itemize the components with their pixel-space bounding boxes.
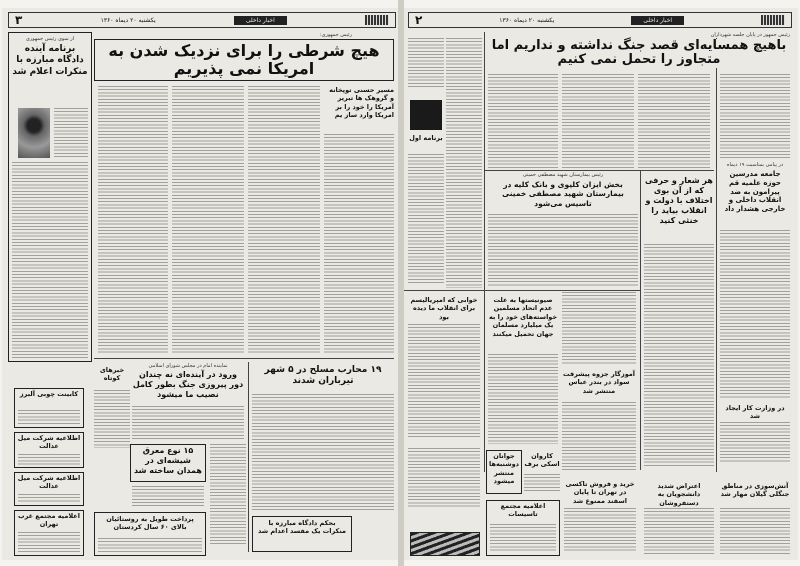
right-page — [404, 8, 798, 560]
page-number: ۲ — [415, 13, 423, 27]
article-text — [562, 402, 636, 470]
ad-text — [524, 474, 560, 492]
ad-image — [410, 532, 480, 556]
story-headline: آموزگار جزوه پیشرفت سواد در بندر عباس منتشر شد — [562, 370, 636, 395]
article-text — [54, 108, 88, 158]
newspaper-logo — [761, 15, 785, 25]
article-text — [446, 38, 482, 288]
newspaper-logo — [365, 15, 389, 25]
divider — [248, 362, 249, 552]
issue-date: یکشنبه ۲۰ دیماه ۱۳۶۰ — [499, 16, 555, 24]
article-text — [408, 154, 444, 284]
portrait-photo — [18, 108, 50, 158]
article-text — [720, 422, 790, 462]
article-text — [132, 406, 244, 440]
article-text — [408, 448, 480, 508]
article-text — [638, 74, 710, 168]
divider — [716, 32, 717, 472]
box-title: کاروان اسکی برف — [524, 452, 560, 469]
ad-text — [18, 532, 80, 553]
main-story-subhead: مسیر حسنی توپخانه و گروهک ها تبریر آمریکا را خود را بر امریکا وارد ساز یم — [324, 86, 394, 120]
story-kicker: نماینده امام در مجلس شورای اسلامی — [132, 363, 244, 369]
story-headline: ۱۵ نوع معرق شیشه‌ای در همدان ساخته شد — [132, 446, 204, 476]
ad-text — [18, 454, 80, 465]
story-headline: صیونیستها به علت عدم اتحاد مسلمین خواسته‌های خود را به یک میلیارد مسلمان جهان تحمیل میکنند — [488, 296, 558, 338]
article-text — [252, 394, 394, 512]
article-text — [172, 86, 244, 353]
article-text — [210, 444, 246, 544]
article-text — [132, 486, 204, 508]
story-headline: در وزارت کار ایجاد شد — [720, 404, 790, 421]
story-headline: خرید و فروش تاکسی در تهران تا پایان اسفند ممنوع شد — [565, 480, 635, 505]
divider — [404, 290, 640, 291]
box-title: اعلامیه مجتمع تاسیسات — [488, 502, 558, 519]
divider — [484, 32, 485, 472]
story-headline: جامعه مدرسین حوزه علمیه قم پیرامون به ضد انقلاب داخلی و خارجی هشدار داد — [720, 170, 790, 214]
side-story-headline: برنامه آینده دادگاه مبارزه با منکرات اعلام شد — [12, 44, 88, 77]
article-text — [644, 244, 714, 466]
story-headline: هر شعار و حرفی که از آن بوی اختلاف با دولت و انقلاب بیاید را خنثی کنید — [645, 176, 713, 225]
article-text — [720, 508, 790, 554]
article-text — [408, 324, 480, 438]
story-headline: پرداخت طویل به روستائیان بالای ۶۰ سال کردستان — [98, 515, 202, 532]
photo — [410, 100, 442, 130]
article-text — [644, 508, 714, 554]
article-text — [98, 86, 168, 353]
divider — [484, 170, 714, 171]
divider — [94, 358, 394, 359]
article-text — [562, 74, 634, 168]
main-story-headline: باهیچ همسایه‌ای قصد جنگ نداشته و نداریم اما متجاوز را تحمل نمی کنیم — [488, 39, 790, 68]
ad-text — [18, 494, 80, 503]
story-headline: خوابی که امپریالیسم برای انقلاب ما دیده بود — [408, 296, 480, 321]
ad-title: اطلاعیه شرکت میل عدالت — [17, 434, 81, 451]
story-headline: آتش‌سوزی در مناطق جنگلی گیلان مهار شد — [720, 482, 790, 499]
divider — [640, 170, 641, 470]
ad-title: اعلامیه مجتمع غرب تهران — [16, 512, 82, 529]
article-text — [488, 74, 558, 168]
side-story-kicker: از سوی رئیس جمهوری — [12, 36, 88, 42]
article-text — [98, 538, 202, 553]
article-text — [248, 86, 320, 353]
story-headline: ۱۹ محارب مسلح در ۵ شهر تیرباران شدند — [252, 365, 394, 388]
ad-text — [18, 410, 80, 425]
article-text — [562, 292, 636, 364]
story-headline: اعتراض شدید دانشجویان به دستفروشان — [644, 482, 714, 507]
section-label: اخبار داخلی — [631, 16, 684, 25]
article-text — [324, 134, 394, 353]
box-title: برنامه اول — [409, 134, 443, 142]
article-text — [488, 354, 558, 444]
story-headline: بحکم دادگاه مبارزه با منکرات یک مفسد اعدام شد — [257, 519, 347, 536]
story-kicker: رئیس بیمارستان شهید مصطفی خمینی — [488, 172, 638, 178]
page-header — [8, 12, 396, 28]
box-title: جوانان دوشنبه‌ها منتشر میشود — [489, 452, 519, 486]
story-headline: خبرهای کوتاه — [94, 366, 130, 383]
issue-date: یکشنبه ۲۰ دیماه ۱۳۶۰ — [100, 16, 156, 24]
main-story-kicker: رئیس جمهوری: — [232, 32, 352, 38]
article-text — [564, 508, 636, 553]
article-text — [408, 38, 444, 88]
left-page — [2, 8, 398, 560]
story-kicker: در پیامی بمناسبت ۱۹ دیماه — [720, 162, 790, 168]
page-header — [408, 12, 792, 28]
article-text — [720, 74, 790, 158]
article-text — [12, 162, 88, 358]
article-text — [488, 214, 638, 286]
ad-text — [490, 524, 556, 552]
section-label: اخبار داخلی — [234, 16, 287, 25]
story-headline: ورود در آینده‌ای نه چندان دور پیروزی جنگ بطور کامل نصیب ما میشود — [132, 370, 244, 399]
article-text — [720, 230, 790, 398]
article-text — [94, 390, 130, 448]
page-number: ۳ — [15, 13, 23, 27]
story-headline: بخش ایزان کلیوی و بانک کلیه در بیمارستان شهید مصطفی خمینی تاسیس می‌شود — [488, 180, 638, 208]
main-story-kicker: رئیس جمهور در پایان جلسه شهرداران — [654, 32, 790, 38]
main-story-headline: هیچ شرطی را برای نزدیک شدن به امریکا نمی پذیریم — [97, 42, 391, 77]
ad-title: اطلاعیه شرکت میل عدالت — [17, 474, 81, 491]
ad-title: کابینت چوبی آلبرز — [16, 390, 82, 398]
